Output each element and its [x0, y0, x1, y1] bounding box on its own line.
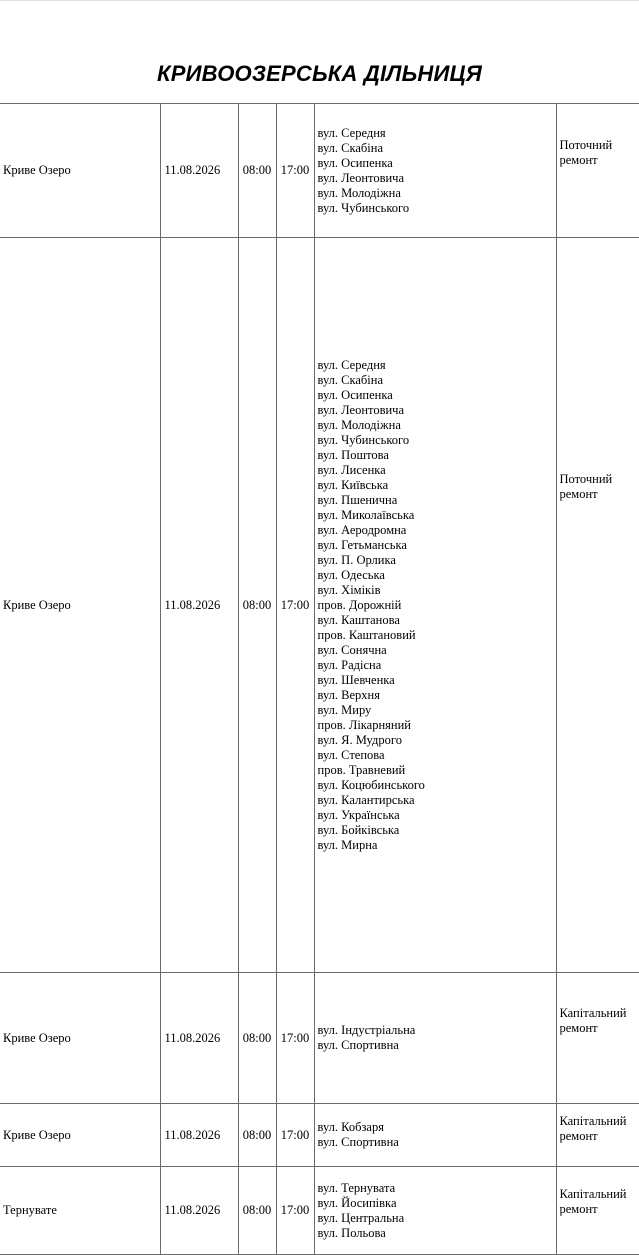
- street-item: вул. Спортивна: [318, 1135, 556, 1150]
- date-cell: 11.08.2026: [160, 1104, 238, 1167]
- street-item: вул. Лисенка: [318, 463, 556, 478]
- street-list: [318, 358, 556, 853]
- work-type-cell: [556, 1104, 639, 1167]
- start-time-cell: 08:00: [238, 973, 276, 1104]
- page-title: КРИВООЗЕРСЬКА ДІЛЬНИЦЯ: [0, 60, 639, 88]
- end-time-cell: 17:00: [276, 238, 314, 973]
- location-cell: Тернувате: [0, 1167, 160, 1255]
- end-time-cell: 17:00: [276, 104, 314, 238]
- streets-cell: [314, 104, 556, 238]
- street-item: вул. Гетьманська: [318, 538, 556, 553]
- street-item: вул. Молодіжна: [318, 186, 556, 201]
- street-item: пров. Дорожній: [318, 598, 556, 613]
- street-item: пров. Лікарняний: [318, 718, 556, 733]
- outage-schedule-table: [0, 103, 639, 1255]
- work-type-cell: [556, 104, 639, 238]
- streets-cell: [314, 1104, 556, 1167]
- streets-cell: [314, 1167, 556, 1255]
- street-item: вул. Калантирська: [318, 793, 556, 808]
- street-item: пров. Травневий: [318, 763, 556, 778]
- table-row: [0, 104, 639, 238]
- work-type-label: Поточний ремонт: [560, 138, 639, 168]
- street-item: вул. Каштанова: [318, 613, 556, 628]
- date-cell: 11.08.2026: [160, 973, 238, 1104]
- street-item: вул. Молодіжна: [318, 418, 556, 433]
- street-item: вул. Скабіна: [318, 141, 556, 156]
- street-item: вул. Мирна: [318, 838, 556, 853]
- start-time-cell: 08:00: [238, 1167, 276, 1255]
- work-type-cell: [556, 1167, 639, 1255]
- street-item: вул. Леонтовича: [318, 403, 556, 418]
- street-item: вул. Середня: [318, 358, 556, 373]
- street-item: вул. Чубинського: [318, 201, 556, 216]
- street-item: вул. Індустріальна: [318, 1023, 556, 1038]
- street-item: вул. Хіміків: [318, 583, 556, 598]
- street-item: вул. Спортивна: [318, 1038, 556, 1053]
- end-time-cell: 17:00: [276, 1167, 314, 1255]
- street-item: вул. Миколаївська: [318, 508, 556, 523]
- street-item: вул. Київська: [318, 478, 556, 493]
- street-item: вул. П. Орлика: [318, 553, 556, 568]
- work-type-cell: [556, 238, 639, 973]
- street-item: вул. Бойківська: [318, 823, 556, 838]
- table-row: [0, 973, 639, 1104]
- location-cell: Криве Озеро: [0, 973, 160, 1104]
- work-type-cell: [556, 973, 639, 1104]
- street-item: вул. Одеська: [318, 568, 556, 583]
- work-type-label: Капітальний ремонт: [560, 1006, 639, 1036]
- street-item: вул. Аеродромна: [318, 523, 556, 538]
- street-list: [318, 126, 556, 216]
- street-list: [318, 1181, 556, 1241]
- table-row: [0, 1104, 639, 1167]
- street-item: вул. Середня: [318, 126, 556, 141]
- top-edge-line: [0, 0, 639, 1]
- street-item: вул. Шевченка: [318, 673, 556, 688]
- location-cell: Криве Озеро: [0, 1104, 160, 1167]
- start-time-cell: 08:00: [238, 104, 276, 238]
- streets-cell: [314, 238, 556, 973]
- street-item: пров. Каштановий: [318, 628, 556, 643]
- location-cell: Криве Озеро: [0, 104, 160, 238]
- street-item: вул. Тернувата: [318, 1181, 556, 1196]
- street-item: вул. Миру: [318, 703, 556, 718]
- street-item: вул. Центральна: [318, 1211, 556, 1226]
- street-item: вул. Радісна: [318, 658, 556, 673]
- table-row: [0, 1167, 639, 1255]
- street-item: вул. Пшенична: [318, 493, 556, 508]
- date-cell: 11.08.2026: [160, 238, 238, 973]
- location-cell: Криве Озеро: [0, 238, 160, 973]
- street-item: вул. Польова: [318, 1226, 556, 1241]
- date-cell: 11.08.2026: [160, 104, 238, 238]
- street-item: вул. Кобзаря: [318, 1120, 556, 1135]
- street-item: вул. Йосипівка: [318, 1196, 556, 1211]
- work-type-label: Капітальний ремонт: [560, 1187, 639, 1217]
- street-item: вул. Степова: [318, 748, 556, 763]
- street-item: вул. Чубинського: [318, 433, 556, 448]
- table-row: [0, 238, 639, 973]
- street-item: вул. Осипенка: [318, 156, 556, 171]
- street-list: [318, 1120, 556, 1150]
- date-cell: 11.08.2026: [160, 1167, 238, 1255]
- work-type-label: Поточний ремонт: [560, 472, 639, 502]
- street-item: вул. Скабіна: [318, 373, 556, 388]
- end-time-cell: 17:00: [276, 973, 314, 1104]
- street-item: вул. Сонячна: [318, 643, 556, 658]
- end-time-cell: 17:00: [276, 1104, 314, 1167]
- street-list: [318, 1023, 556, 1053]
- street-item: вул. Українська: [318, 808, 556, 823]
- streets-cell: [314, 973, 556, 1104]
- street-item: вул. Я. Мудрого: [318, 733, 556, 748]
- street-item: вул. Верхня: [318, 688, 556, 703]
- street-item: вул. Осипенка: [318, 388, 556, 403]
- start-time-cell: 08:00: [238, 238, 276, 973]
- street-item: вул. Леонтовича: [318, 171, 556, 186]
- start-time-cell: 08:00: [238, 1104, 276, 1167]
- street-item: вул. Поштова: [318, 448, 556, 463]
- street-item: вул. Коцюбинського: [318, 778, 556, 793]
- work-type-label: Капітальний ремонт: [560, 1114, 639, 1144]
